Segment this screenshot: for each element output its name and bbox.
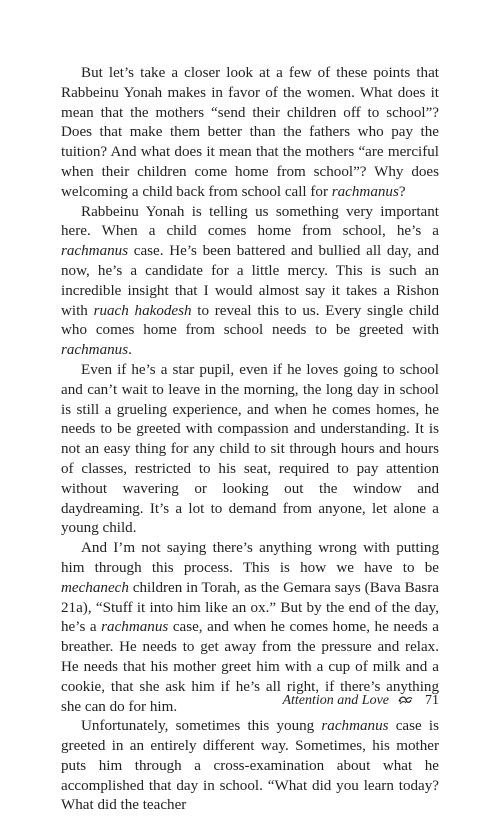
text-run: case is greeted in an entirely different way. Sometimes, his mother puts him through a cross-examination about what he accomplished that day in school. “What did you learn today? What did the teacher <box>61 718 439 814</box>
italic-term: rachmanus <box>61 243 129 260</box>
text-run: And I’m not saying there’s anything wrong with putting him through this process. This is how we have to be <box>61 540 439 576</box>
paragraph <box>61 361 439 539</box>
text-run: to reveal this to us. Every single child who comes home from school needs to be greeted with <box>61 302 440 339</box>
text-run: ? <box>398 183 406 200</box>
paragraph <box>61 717 439 816</box>
italic-term: rachmanus <box>61 342 129 359</box>
italic-term: rachmanus <box>321 718 389 735</box>
italic-term: ruach hakodesh <box>93 302 192 319</box>
text-run: case. He’s been battered and bullied all day, and now, he’s a candidate for a little mercy. This is such an incredible insight that I would almost say it takes a Rishon with <box>61 243 439 319</box>
italic-term: rachmanus <box>101 619 169 636</box>
text-run: Even if he’s a star pupil, even if he loves going to school and can’t wait to leave in the morning, the long day in school is still a grueling experience, and when he comes homes, he needs to be greeted with compassion and understanding. It is not an easy thing for any child to sit through hours and hours of classes, restricted to his seat, required to pay attention without wavering or looking out the window and daydreaming. It’s a lot to demand from anyone, let alone a young child. <box>61 361 439 537</box>
text-run: case, and when he comes home, he needs a breather. He needs to get away from the pressure and relax. He needs that his mother greet him with a cup of milk and a cookie, that she ask him if he’s all right, if there’s anything she can do for him. <box>61 619 440 715</box>
page-number: 71 <box>425 693 439 708</box>
paragraph <box>61 539 439 717</box>
running-title: Attention and Love <box>282 693 389 708</box>
text-run: Rabbeinu Yonah is telling us something very important here. When a child comes home from school, he’s a <box>61 203 439 240</box>
text-run: But let’s take a closer look at a few of these points that Rabbeinu Yonah makes in favor of the women. What does it mean that the mothers “send their children off to school”? Does that make them better than the fathers who pay the tuition? And what does it mean that the mothers “are merciful when their children come home from school”? Why does welcoming a child back from school call for <box>61 65 439 200</box>
text-run: Unfortunately, sometimes this young <box>81 718 322 735</box>
italic-term: mechanech <box>61 579 129 596</box>
text-run: . <box>128 342 132 359</box>
page-footer <box>61 692 439 710</box>
paragraph <box>61 64 439 203</box>
fleuron-icon <box>397 695 413 707</box>
italic-term: rachmanus <box>331 183 399 200</box>
text-run: children in Torah, as the Gemara says (Bava Basra 21a), “Stuff it into him like an ox.” But by the end of the day, he’s a <box>61 579 439 636</box>
paragraph <box>61 203 439 361</box>
